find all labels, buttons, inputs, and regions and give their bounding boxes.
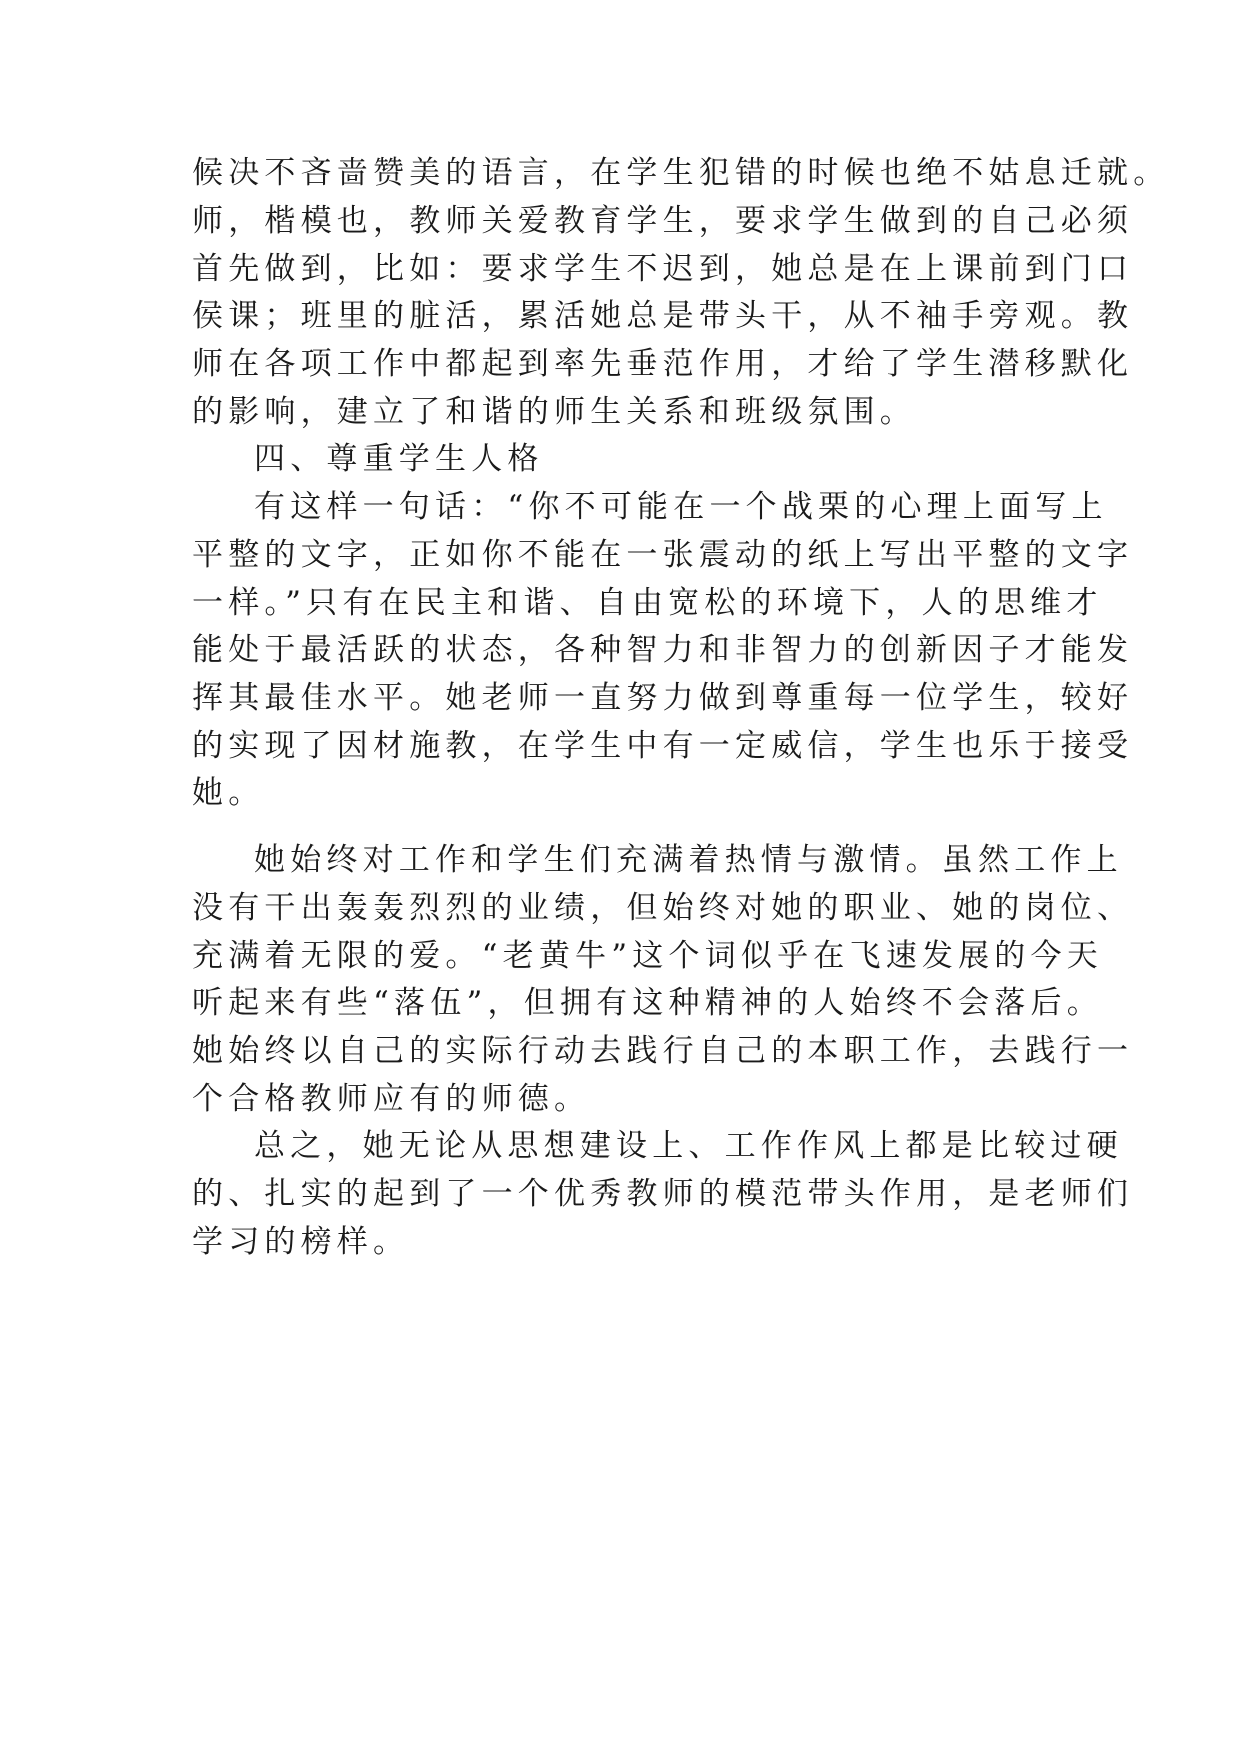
text-line: 充满着无限的爱。“老黄牛”这个词似乎在飞速发展的今天 [192, 938, 1103, 974]
text-line: 能处于最活跃的状态，各种智力和非智力的创新因子才能发 [192, 632, 1134, 668]
text-line: 的影响，建立了和谐的师生关系和班级氛围。 [192, 394, 916, 430]
text-line: 平整的文字，正如你不能在一张震动的纸上写出平整的文字 [192, 537, 1134, 573]
text-line: 个合格教师应有的师德。 [192, 1081, 591, 1117]
text-line: 没有干出轰轰烈烈的业绩，但始终对她的职业、她的岗位、 [192, 890, 1134, 926]
text-line: 师在各项工作中都起到率先垂范作用，才给了学生潜移默化 [192, 346, 1134, 382]
text-line: 的、扎实的起到了一个优秀教师的模范带头作用，是老师们 [192, 1176, 1134, 1212]
text-line: 她始终以自己的实际行动去践行自己的本职工作，去践行一 [192, 1033, 1134, 1069]
text-line: 学习的榜样。 [192, 1224, 410, 1260]
text-line: 她始终对工作和学生们充满着热情与激情。虽然工作上 [254, 842, 1123, 878]
text-line: 师，楷模也，教师关爱教育学生，要求学生做到的自己必须 [192, 203, 1134, 239]
text-line: 一样。”只有在民主和谐、自由宽松的环境下，人的思维才 [192, 585, 1103, 621]
text-line: 她。 [192, 775, 265, 811]
text-line: 挥其最佳水平。她老师一直努力做到尊重每一位学生，较好 [192, 680, 1134, 716]
text-line: 候决不吝啬赞美的语言，在学生犯错的时候也绝不姑息迁就。 [192, 155, 1170, 191]
text-line: 总之，她无论从思想建设上、工作作风上都是比较过硬 [254, 1128, 1123, 1164]
text-line: 侯课；班里的脏活，累活她总是带头干，从不袖手旁观。教 [192, 298, 1134, 334]
section-heading: 四、尊重学生人格 [254, 441, 544, 477]
text-line: 有这样一句话：“你不可能在一个战栗的心理上面写上 [254, 489, 1108, 525]
text-line: 听起来有些“落伍”，但拥有这种精神的人始终不会落后。 [192, 985, 1103, 1021]
text-line: 的实现了因材施教，在学生中有一定威信，学生也乐于接受 [192, 728, 1134, 764]
text-line: 首先做到，比如：要求学生不迟到，她总是在上课前到门口 [192, 251, 1134, 287]
